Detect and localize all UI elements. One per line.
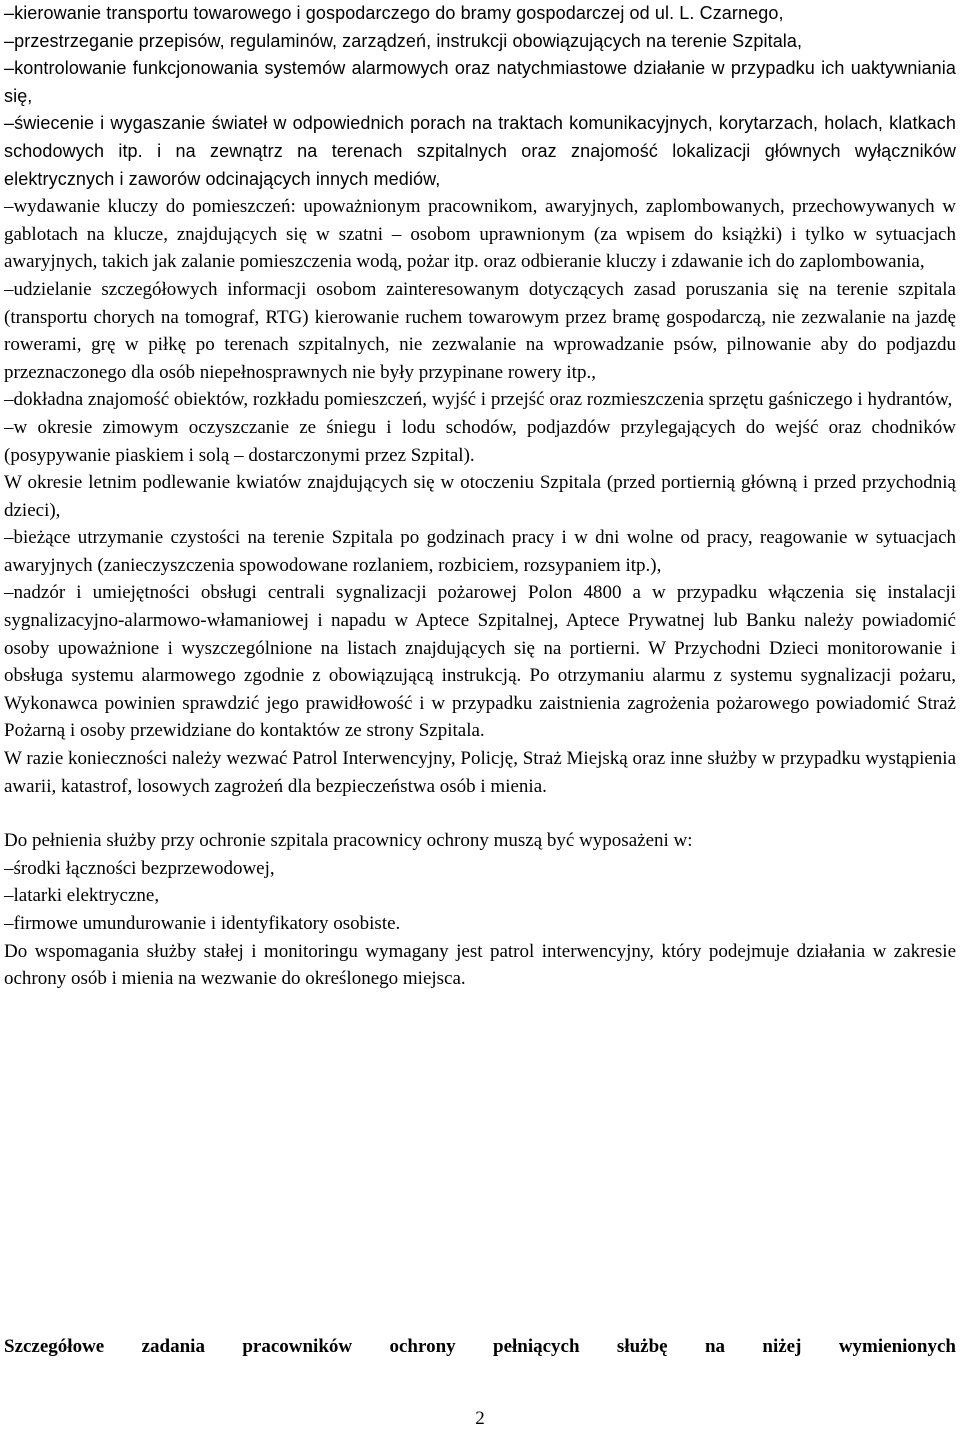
paragraph-objects: –dokładna znajomość obiektów, rozkładu pomieszczeń, wyjść i przejść oraz rozmieszczenia sprzętu gaśniczego i hydrantów, (4, 389, 953, 411)
paragraph-transport: –kierowanie transportu towarowego i gospodarczego do bramy gospodarczej od ul. L. Czarnego, (4, 3, 784, 23)
paragraph-keys-text: –wydawanie kluczy do pomieszczeń: upoważnionym pracownikom, awaryjnych, zaplombowanych, przechowywanych w gablotach na klucze, znajdujących się w szatni – osobom uprawnionym (za wpisem do książki) i tylko w sytuacjach awaryjnych, takich jak zalanie pomieszczenia wodą, pożar itp. oraz odbieranie kluczy i zdawanie ich do zaplombowania, (4, 196, 956, 273)
document-page (4, 0, 956, 993)
paragraph-summer: W okresie letnim podlewanie kwiatów znajdujących się w otoczeniu Szpitala (przed portiernią główną i przed przychodnią dzieci), (4, 472, 956, 521)
page-number: 2 (475, 1408, 485, 1429)
paragraph-emergency: W razie konieczności należy wezwać Patrol Interwencyjny, Policję, Straż Miejską oraz inne służby w przypadku wystąpienia awarii, katastrof, losowych zagrożeń dla bezpieczeństwa osób i mienia. (4, 748, 956, 797)
equipment-intro: Do pełnienia służby przy ochronie szpitala pracownicy ochrony muszą być wyposażeni w: (4, 830, 693, 852)
spacer (4, 800, 956, 827)
equipment-item: –latarki elektryczne, (4, 885, 160, 907)
paragraph-alarm-systems: –kontrolowanie funkcjonowania systemów alarmowych oraz natychmiastowe działanie w przypadku ich uaktywniania się, (4, 58, 956, 106)
paragraph-lights-serif: i na zewnątrz na terenach szpitalnych oraz znajomość lokalizacji głównych wyłączników elektrycznych i zaworów odcinających innych mediów, (4, 140, 956, 189)
paragraph-keys (4, 193, 956, 276)
equipment-item: –środki łączności bezprzewodowej, (4, 857, 275, 879)
paragraph-regulations: –przestrzeganie przepisów, regulaminów, zarządzeń, instrukcji obowiązujących na terenie Szpitala, (4, 30, 803, 51)
paragraph-information: –udzielanie szczegółowych informacji osobom zainteresowanym dotyczących zasad poruszania się na terenie szpitala (transportu chorych na tomograf, RTG) kierowanie ruchem towarowym przez bramę gospodarczą, nie zezwalanie na jazdę rowerami, grę w piłkę po terenach szpitalnych, nie zezwalanie na wprowadzanie psów, pilnowanie aby do podjazdu przeznaczonego dla osób niepełnosprawnych nie były przypinane rowery itp., (4, 278, 956, 383)
paragraph-lights-sans: –świecenie i wygaszanie świateł w odpowiednich porach na traktach komunikacyjnych, korytarzach, holach, klatkach schodowych itp. (4, 113, 956, 161)
section-heading: Szczegółowe zadania pracowników ochrony pełniących służbę na niżej wymienionych (4, 1336, 956, 1357)
paragraph-lights (4, 110, 956, 193)
paragraph-winter: –w okresie zimowym oczyszczanie ze śniegu i lodu schodów, podjazdów przylegających do wejść oraz chodników (posypywanie piaskiem i solą – dostarczonymi przez Szpital). (4, 416, 956, 466)
equipment-item: –firmowe umundurowanie i identyfikatory osobiste. (4, 913, 401, 934)
paragraph-cleanliness: –bieżące utrzymanie czystości na terenie Szpitala po godzinach pracy i w dni wolne od pracy, reagowanie w sytuacjach awaryjnych (zanieczyszczenia spowodowane rozlaniem, rozbiciem, rozsypaniem itp.), (4, 527, 956, 576)
paragraph-fire-alarm: –nadzór i umiejętności obsługi centrali sygnalizacji pożarowej Polon 4800 a w przypadku włączenia się instalacji sygnalizacyjno-alarmowo-włamaniowej i napadu w Aptece Szpitalnej, Aptece Prywatnej lub Banku należy powiadomić osoby upoważnione i wyszczególnione na listach znajdujących się na portierni. W Przychodni Dzieci monitorowanie i obsługa systemu alarmowego zgodnie z obowiązującą instrukcją. Po otrzymaniu alarmu z systemu sygnalizacji pożaru, Wykonawca powinien sprawdzić jego prawidłowość i w przypadku zaistnienia zagrożenia pożarowego powiadomić Straż Pożarną i osoby przewidziane do kontaktów ze strony Szpitala. (4, 582, 956, 742)
patrol-note: Do wspomagania służby stałej i monitoringu wymagany jest patrol interwencyjny, który podejmuje działania w zakresie ochrony osób i mienia na wezwanie do określonego miejsca. (4, 940, 956, 990)
